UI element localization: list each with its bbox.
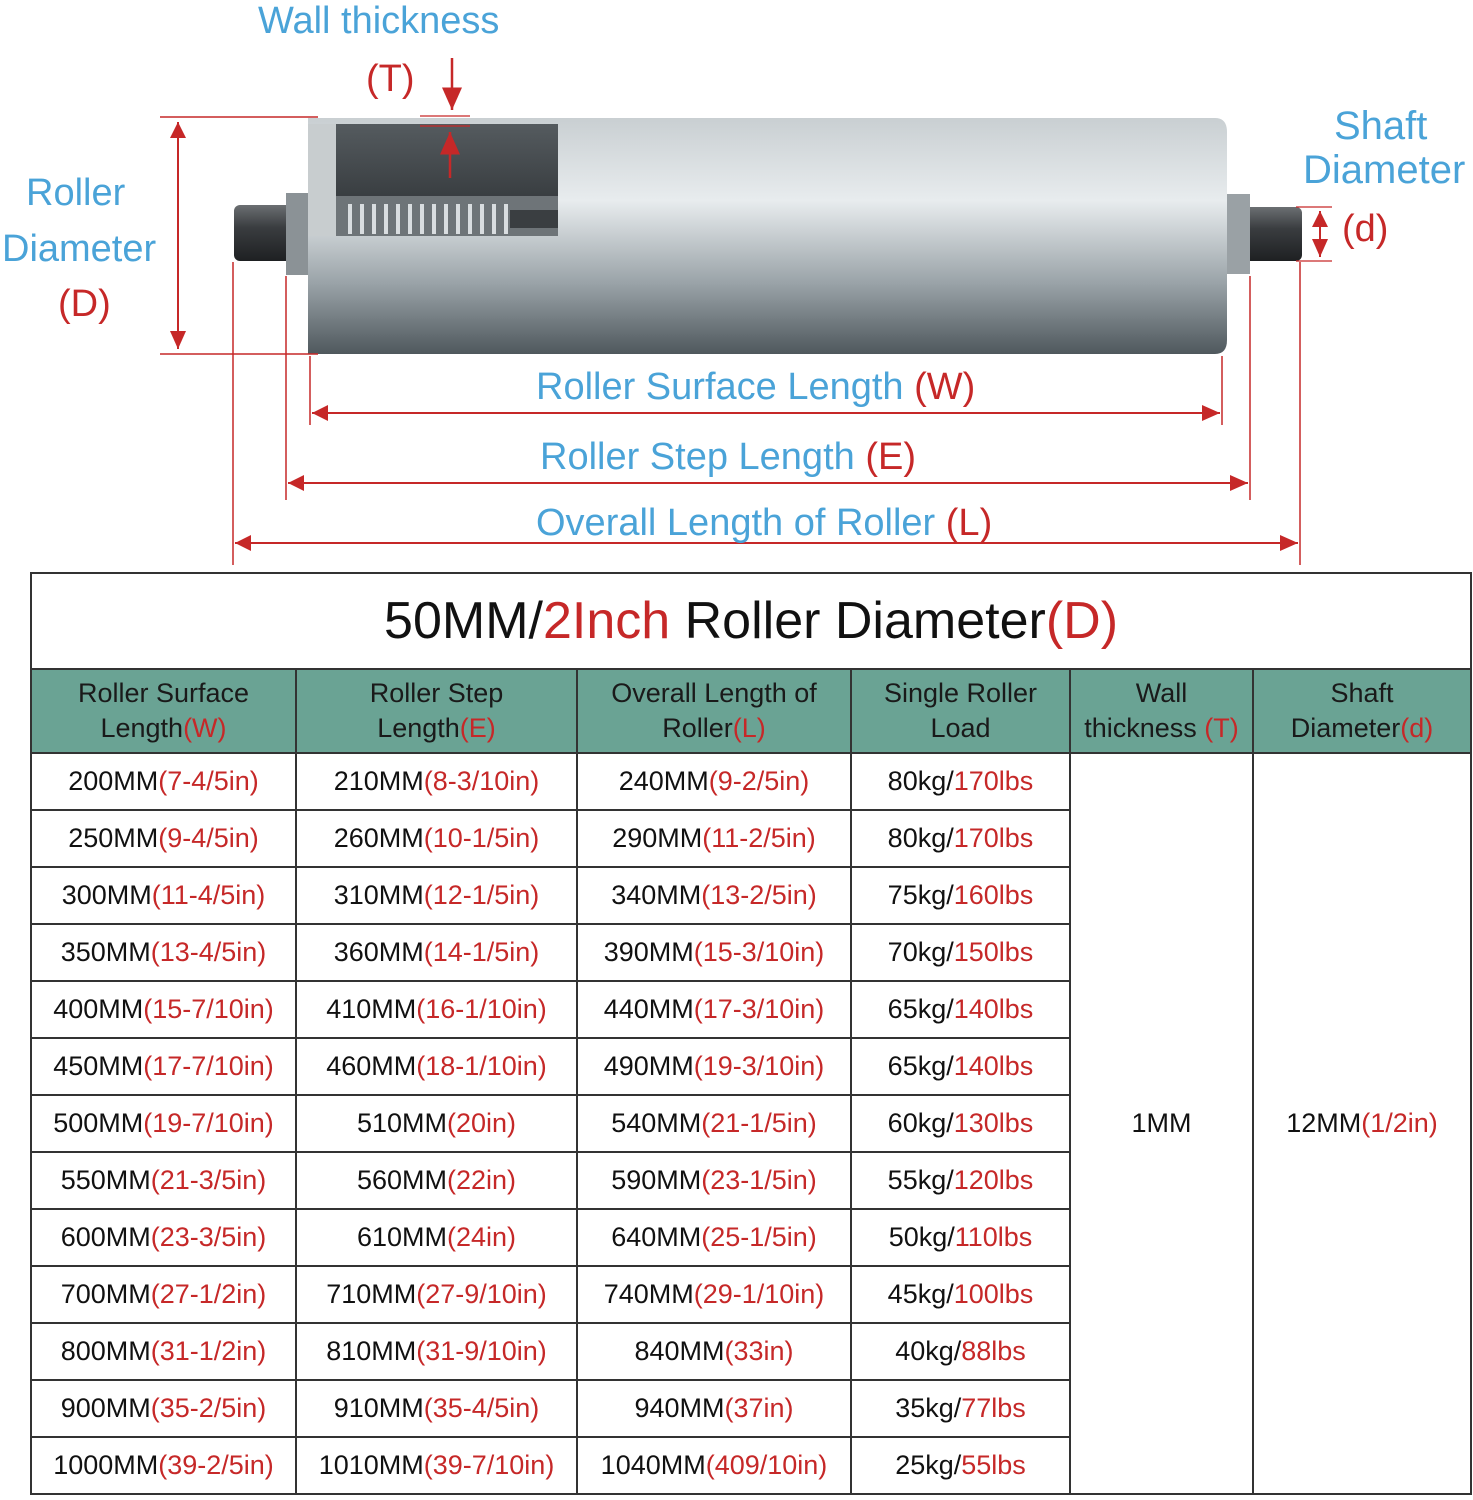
surface-length-cell: 350MM(13-4/5in) — [31, 924, 296, 981]
title-text: Roller Diameter — [670, 592, 1046, 650]
step-length-caption — [540, 438, 916, 476]
header-shaft-diameter: Shaft Diameter(d) — [1253, 669, 1471, 753]
roller-diameter-label-1: Roller — [26, 172, 126, 214]
overall-length-cell: 1040MM(409/10in) — [577, 1437, 851, 1494]
surface-length-cell: 550MM(21-3/5in) — [31, 1152, 296, 1209]
step-length-cell: 510MM(20in) — [296, 1095, 577, 1152]
surface-length-cell: 700MM(27-1/2in) — [31, 1266, 296, 1323]
load-cell: 45kg/100lbs — [851, 1266, 1070, 1323]
load-cell: 80kg/170lbs — [851, 810, 1070, 867]
load-cell: 50kg/110lbs — [851, 1209, 1070, 1266]
load-cell: 60kg/130lbs — [851, 1095, 1070, 1152]
load-cell: 65kg/140lbs — [851, 1038, 1070, 1095]
overall-length-cell: 240MM(9-2/5in) — [577, 753, 851, 810]
table-row — [31, 753, 1471, 810]
step-length-cell: 710MM(27-9/10in) — [296, 1266, 577, 1323]
title-inch: 2Inch — [542, 592, 671, 650]
surface-length-symbol: (W) — [914, 366, 976, 408]
wall-thickness-value-cell: 1MM — [1070, 753, 1253, 1494]
overall-length-cell: 440MM(17-3/10in) — [577, 981, 851, 1038]
surface-length-label: Roller Surface Length — [536, 366, 904, 408]
shaft-diameter-label-2: Diameter — [1303, 148, 1466, 192]
header-single-roller-load: Single Roller Load — [851, 669, 1070, 753]
surface-length-cell: 600MM(23-3/5in) — [31, 1209, 296, 1266]
wall-thickness-label: Wall thickness — [258, 0, 500, 42]
step-length-cell: 560MM(22in) — [296, 1152, 577, 1209]
overall-length-cell: 390MM(15-3/10in) — [577, 924, 851, 981]
load-cell: 40kg/88lbs — [851, 1323, 1070, 1380]
load-cell: 55kg/120lbs — [851, 1152, 1070, 1209]
overall-length-cell: 490MM(19-3/10in) — [577, 1038, 851, 1095]
surface-length-cell: 200MM(7-4/5in) — [31, 753, 296, 810]
overall-length-cell: 590MM(23-1/5in) — [577, 1152, 851, 1209]
wall-thickness-symbol: (T) — [366, 58, 415, 100]
overall-length-label: Overall Length of Roller — [536, 502, 936, 544]
surface-length-cell: 250MM(9-4/5in) — [31, 810, 296, 867]
load-cell: 65kg/140lbs — [851, 981, 1070, 1038]
surface-length-cell: 300MM(11-4/5in) — [31, 867, 296, 924]
surface-length-cell: 500MM(19-7/10in) — [31, 1095, 296, 1152]
header-overall-length: Overall Length of Roller(L) — [577, 669, 851, 753]
roller-diameter-label-2: Diameter — [2, 228, 157, 270]
step-length-cell: 910MM(35-4/5in) — [296, 1380, 577, 1437]
step-length-cell: 460MM(18-1/10in) — [296, 1038, 577, 1095]
step-length-cell: 610MM(24in) — [296, 1209, 577, 1266]
spec-table — [30, 572, 1472, 1495]
surface-length-cell: 900MM(35-2/5in) — [31, 1380, 296, 1437]
load-cell: 25kg/55lbs — [851, 1437, 1070, 1494]
table-header-row — [31, 669, 1471, 753]
surface-length-caption — [536, 368, 975, 406]
title-mm: 50MM/ — [384, 592, 543, 650]
surface-length-cell: 1000MM(39-2/5in) — [31, 1437, 296, 1494]
header-step-length: Roller Step Length(E) — [296, 669, 577, 753]
step-length-cell: 1010MM(39-7/10in) — [296, 1437, 577, 1494]
roller-diameter-symbol: (D) — [58, 283, 111, 325]
step-length-cell: 360MM(14-1/5in) — [296, 924, 577, 981]
overall-length-cell: 940MM(37in) — [577, 1380, 851, 1437]
shaft-diameter-label-1: Shaft — [1334, 104, 1428, 148]
overall-length-symbol: (L) — [945, 502, 993, 544]
overall-length-cell: 740MM(29-1/10in) — [577, 1266, 851, 1323]
overall-length-cell: 840MM(33in) — [577, 1323, 851, 1380]
load-cell: 35kg/77lbs — [851, 1380, 1070, 1437]
load-cell: 70kg/150lbs — [851, 924, 1070, 981]
step-length-cell: 410MM(16-1/10in) — [296, 981, 577, 1038]
surface-length-cell: 400MM(15-7/10in) — [31, 981, 296, 1038]
load-cell: 75kg/160lbs — [851, 867, 1070, 924]
header-wall-thickness: Wall thickness (T) — [1070, 669, 1253, 753]
shaft-diameter-symbol: (d) — [1342, 208, 1389, 250]
overall-length-cell: 340MM(13-2/5in) — [577, 867, 851, 924]
step-length-cell: 260MM(10-1/5in) — [296, 810, 577, 867]
step-length-cell: 310MM(12-1/5in) — [296, 867, 577, 924]
surface-length-cell: 450MM(17-7/10in) — [31, 1038, 296, 1095]
step-length-symbol: (E) — [865, 436, 916, 478]
overall-length-cell: 640MM(25-1/5in) — [577, 1209, 851, 1266]
overall-length-cell: 290MM(11-2/5in) — [577, 810, 851, 867]
overall-length-cell: 540MM(21-1/5in) — [577, 1095, 851, 1152]
shaft-right — [1242, 207, 1302, 261]
load-cell: 80kg/170lbs — [851, 753, 1070, 810]
overall-length-caption — [536, 504, 992, 542]
surface-length-cell: 800MM(31-1/2in) — [31, 1323, 296, 1380]
roller-diagram — [0, 0, 1473, 572]
shaft-diameter-value-cell: 12MM(1/2in) — [1253, 753, 1471, 1494]
step-length-label: Roller Step Length — [540, 436, 855, 478]
title-symbol: (D) — [1045, 592, 1119, 650]
step-length-cell: 210MM(8-3/10in) — [296, 753, 577, 810]
header-surface-length: Roller Surface Length(W) — [31, 669, 296, 753]
step-length-cell: 810MM(31-9/10in) — [296, 1323, 577, 1380]
table-title — [31, 573, 1471, 669]
table-body — [31, 753, 1471, 1494]
